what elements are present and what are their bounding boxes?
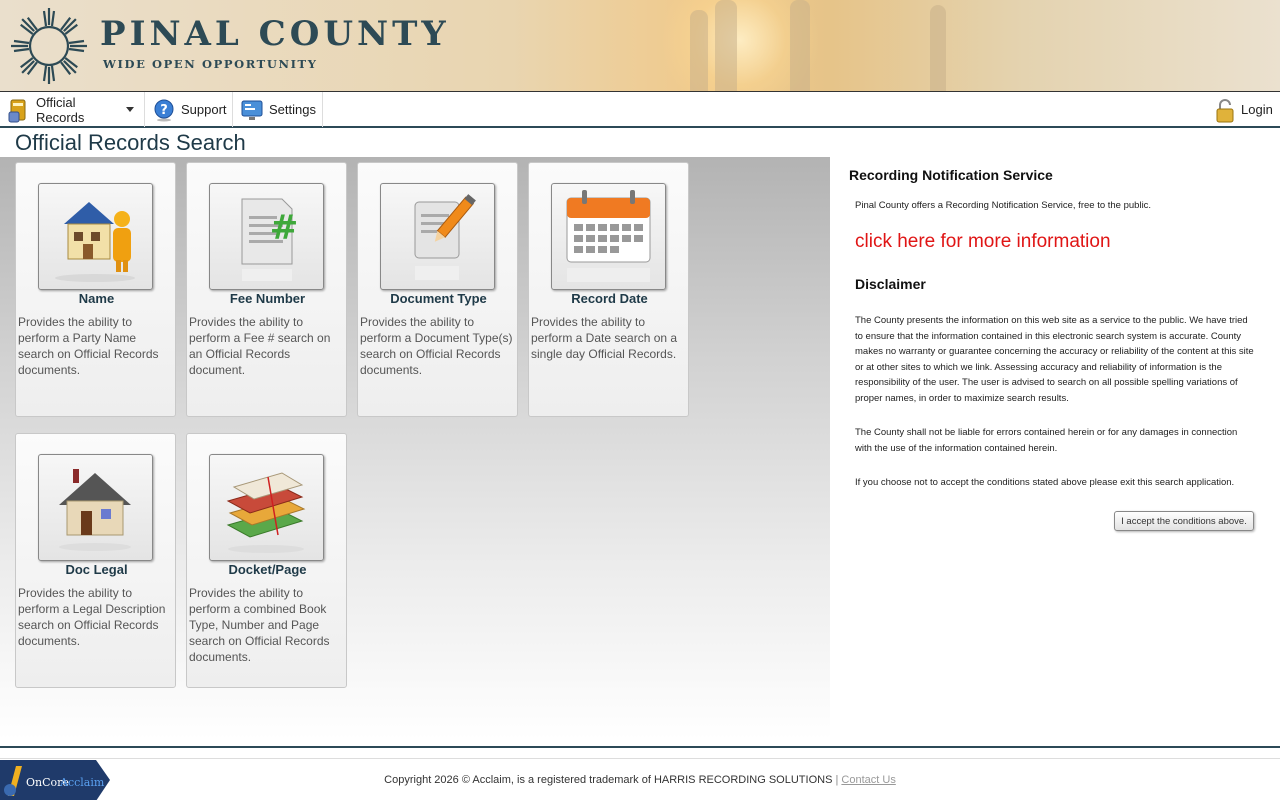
county-name: PINAL COUNTY <box>100 14 450 54</box>
tile-doc-legal-search[interactable] <box>15 433 176 688</box>
tile-docket-page-title: Docket/Page <box>228 562 307 577</box>
disclaimer-paragraph: The County shall not be liable for errors contained herein or for any damages in connection with the use of the information contained herein. <box>855 427 1238 454</box>
records-folder-icon <box>8 98 30 122</box>
tile-doc-legal-title: Doc Legal <box>65 562 128 577</box>
settings-monitor-icon <box>241 98 263 122</box>
tile-document-type-search[interactable] <box>357 162 518 417</box>
tile-document-type-title: Document Type <box>390 291 487 306</box>
rns-more-info-link[interactable]: click here for more information <box>855 231 1111 252</box>
calendar-icon <box>551 183 666 290</box>
search-tiles-panel <box>0 157 830 740</box>
cactus-silhouette <box>930 5 946 91</box>
cactus-silhouette <box>715 0 737 91</box>
svg-text:#: # <box>269 208 299 248</box>
document-pencil-icon <box>380 183 495 290</box>
tile-record-date-search[interactable] <box>528 162 689 417</box>
tile-fee-number-description: Provides the ability to perform a Fee # search on an Official Records document. <box>189 315 331 377</box>
copyright-text: Copyright 2026 © Acclaim, is a registered trademark of HARRIS RECORDING SOLUTIONS <box>384 774 833 786</box>
tile-fee-number-search[interactable] <box>186 162 347 417</box>
tile-docket-page-search[interactable] <box>186 433 347 688</box>
footer-divider <box>0 746 1280 748</box>
tile-doc-legal-description: Provides the ability to perform a Legal Description search on Official Records documents. <box>18 586 166 648</box>
tile-docket-page-description: Provides the ability to perform a combined Book Type, Number and Page search on Official Records documents. <box>189 586 330 664</box>
tile-record-date-description: Provides the ability to perform a Date search on a single day Official Records. <box>531 315 678 361</box>
nav-official-records-label: Official Records <box>36 94 85 125</box>
nav-support[interactable] <box>145 92 233 127</box>
footer-copyright-line <box>0 774 1280 786</box>
nav-settings-label: Settings <box>269 102 316 117</box>
disclaimer-paragraph: If you choose not to accept the conditions stated above please exit this search application. <box>855 477 1235 488</box>
main-nav <box>0 91 1280 128</box>
tile-fee-number-title: Fee Number <box>229 291 306 306</box>
tile-name-description: Provides the ability to perform a Party Name search on Official Records documents. <box>18 315 159 377</box>
help-icon <box>153 98 175 122</box>
tile-document-type-description: Provides the ability to perform a Document Type(s) search on Official Records documents. <box>360 315 513 377</box>
home-icon <box>38 454 153 561</box>
house-person-icon <box>38 183 153 290</box>
chevron-down-icon[interactable] <box>126 107 134 112</box>
books-icon <box>209 454 324 561</box>
county-seal-icon <box>8 5 90 87</box>
nav-login[interactable] <box>1207 92 1280 127</box>
cactus-silhouette <box>690 10 708 91</box>
logo-text-oncore: OnCore <box>26 776 69 789</box>
cactus-silhouette <box>790 0 810 91</box>
nav-support-label: Support <box>181 102 227 117</box>
nav-settings[interactable] <box>233 92 323 127</box>
lock-icon <box>1215 98 1235 122</box>
logo-text-acclaim: Acclaim <box>60 776 105 789</box>
nav-login-label: Login <box>1241 102 1273 117</box>
header-banner <box>0 0 1280 91</box>
accept-conditions-button[interactable]: I accept the conditions above. <box>1114 511 1254 531</box>
rns-title: Recording Notification Service <box>849 167 1053 183</box>
svg-text:?: ? <box>160 102 168 118</box>
rns-text: Pinal County offers a Recording Notification Service, free to the public. <box>855 200 1152 211</box>
document-hash-icon <box>209 183 324 290</box>
disclaimer-title: Disclaimer <box>855 276 926 292</box>
nav-official-records[interactable] <box>0 92 145 127</box>
tile-name-title: Name <box>78 291 115 306</box>
county-tagline: WIDE OPEN OPPORTUNITY <box>103 57 318 71</box>
notification-disclaimer-panel <box>830 157 1280 740</box>
contact-us-link[interactable]: Contact Us <box>841 774 896 786</box>
page-title: Official Records Search <box>15 130 246 155</box>
disclaimer-paragraph: The County presents the information on this web site as a service to the public. We have tried to ensure that the information contained in this electronic search system is accurate. County makes no warranty or guarantee concerning the accuracy or reliability of the content at this site or at other sites to which we link. Assessing accuracy and reliability of information is the responsibility of the user. The user is advised to search on all possible spelling variations of proper names, in order to maximize search results. <box>855 315 1254 404</box>
footer <box>0 758 1280 800</box>
footer-separator: | <box>835 774 839 786</box>
tile-record-date-title: Record Date <box>571 291 648 306</box>
tile-name-search[interactable] <box>15 162 176 417</box>
